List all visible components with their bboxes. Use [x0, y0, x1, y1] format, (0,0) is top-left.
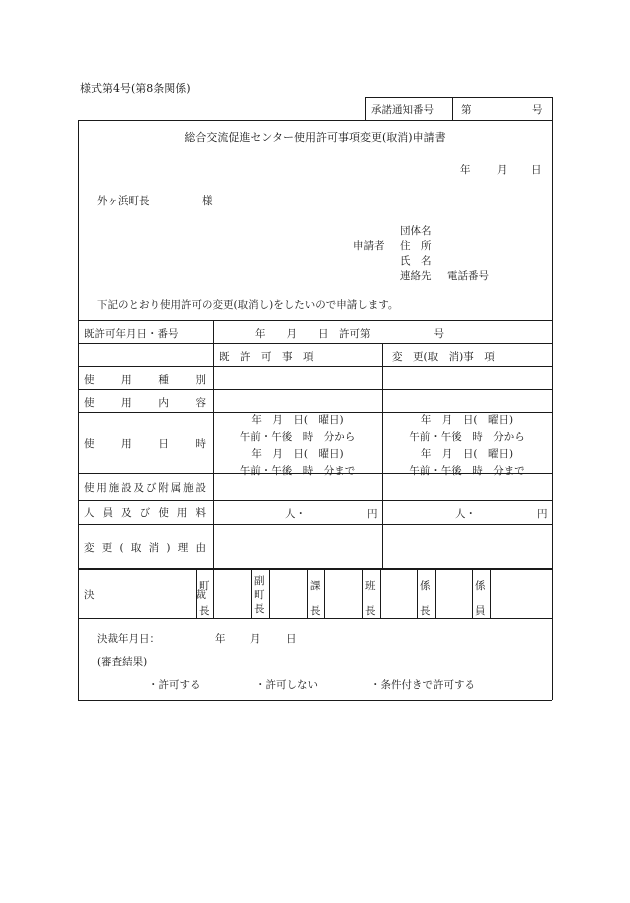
option-approve: ・許可する	[148, 679, 201, 691]
prev-permit-value: 年 月 日 許可第 号	[255, 328, 444, 340]
option-reject: ・許可しない	[255, 679, 318, 691]
date-year: 年	[460, 164, 471, 176]
decision-date-day: 日	[286, 633, 297, 645]
addressee-honorific: 様	[202, 195, 213, 207]
fee-change: 円	[537, 508, 548, 520]
approval-role-staff: 係 員	[475, 580, 486, 617]
applicant-address-label: 住 所	[400, 240, 432, 252]
datetime-existing: 年 月 日( 曜日) 午前・午後 時 分から 年 月 日( 曜日) 午前・午後 時 分まで	[239, 414, 356, 477]
ack-number-dai: 第	[461, 104, 472, 116]
people-existing: 人・	[285, 508, 306, 520]
applicant-contact-label: 連絡先	[400, 270, 432, 282]
ack-number-go: 号	[532, 104, 543, 116]
prev-permit-label: 既許可年月日・番号	[84, 328, 179, 340]
application-statement: 下記のとおり使用許可の変更(取消し)をしたいので申請します。	[97, 299, 399, 311]
applicant-phone-label: 電話番号	[447, 270, 489, 282]
approval-role-section-chief: 課 長	[310, 580, 321, 617]
row-people-fee: 人員及び使用料	[84, 507, 206, 519]
review-result-label: (審査結果)	[97, 656, 148, 668]
row-usage-type: 使 用 種 別	[84, 374, 206, 386]
form-title: 総合交流促進センター使用許可事項変更(取消)申請書	[184, 131, 446, 144]
header-existing: 既 許 可 事 項	[219, 351, 314, 363]
approval-label: 決 裁	[84, 589, 206, 601]
option-conditional: ・条件付きで許可する	[370, 679, 475, 691]
applicant-org-label: 団体名	[400, 225, 432, 237]
datetime-change: 年 月 日( 曜日) 午前・午後 時 分から 年 月 日( 曜日) 午前・午後 時 分まで	[409, 414, 525, 477]
row-facility: 使用施設及び附属施設	[84, 482, 206, 494]
date-month: 月	[497, 164, 508, 176]
row-usage-datetime: 使 用 日 時	[84, 438, 206, 450]
approval-role-town-mayor: 町 長	[199, 580, 210, 617]
applicant-label: 申請者	[353, 240, 385, 252]
approval-role-deputy-mayor: 副 町 長	[254, 575, 265, 615]
row-change-reason: 変更(取消)理由	[84, 542, 206, 554]
date-day: 日	[531, 164, 542, 176]
form-number: 様式第4号(第8条関係)	[80, 82, 191, 95]
fee-existing: 円	[367, 508, 378, 520]
approval-role-unit-chief: 係 長	[420, 580, 431, 617]
decision-date-year: 年	[215, 633, 226, 645]
decision-date-month: 月	[250, 633, 261, 645]
decision-date-label: 決裁年月日：	[97, 633, 160, 645]
header-change: 変 更(取 消)事 項	[392, 351, 495, 363]
applicant-name-label: 氏 名	[400, 255, 432, 267]
people-change: 人・	[455, 508, 476, 520]
approval-role-team-leader: 班 長	[365, 580, 376, 617]
addressee-name: 外ヶ浜町長	[97, 195, 150, 207]
ack-number-label: 承諾通知番号	[371, 104, 434, 116]
row-usage-content: 使 用 内 容	[84, 397, 206, 409]
